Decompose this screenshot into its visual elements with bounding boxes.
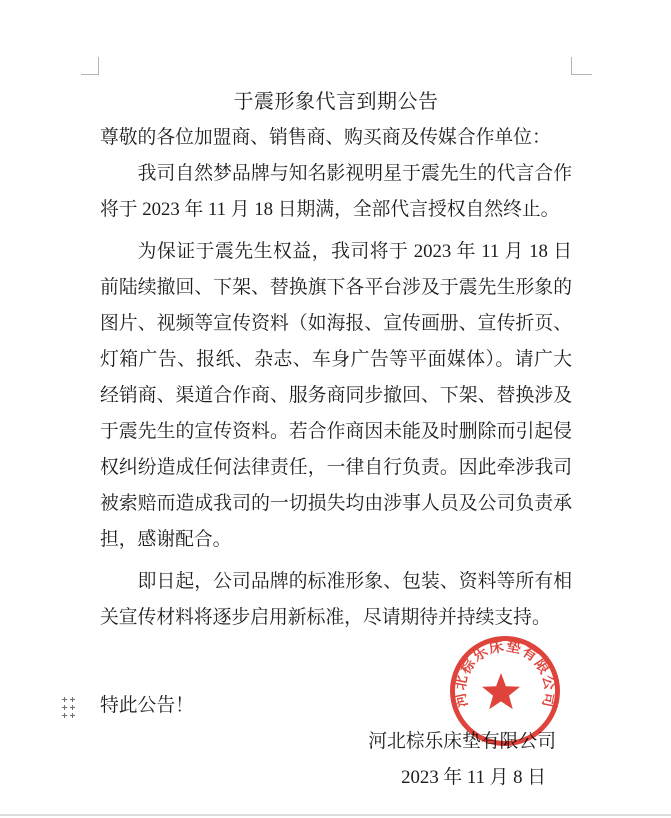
company-signature: 河北棕乐床垫有限公司: [368, 731, 556, 752]
blank-line: [100, 642, 572, 688]
seal-company-text: 河北棕乐床垫有限公司: [452, 638, 558, 709]
dot-cross-icon: [62, 713, 67, 718]
dot-cross-icon: [70, 697, 75, 702]
paragraph: 为保证于震先生权益，我司将于 2023 年 11 月 18 日前陆续撤回、下架、替换旗下各平台涉及于震先生形象的图片、视频等宣传资料（如海报、宣传画册、宣传折页、灯箱广告、报纸、杂志、车身广告等平面媒体）。请广大经销商、渠道合作商、服务商同步撤回、下架、替换涉及于震先生的宣传资料。若合作商因未能及时删除而引起侵权纠纷造成任何法律责任，一律自行负责。因此牵涉我司被索赔而造成我司的一切损失均由涉事人员及公司负责承担，感谢配合。: [100, 241, 572, 550]
paragraph: 我司自然梦品牌与知名影视明星于震先生的代言合作将于 2023 年 11 月 18 日期满，全部代言授权自然终止。: [100, 163, 572, 220]
drag-dots-handle[interactable]: [62, 697, 75, 718]
dot-cross-icon: [62, 697, 67, 702]
dot-cross-icon: [70, 705, 75, 710]
paragraph: 即日起，公司品牌的标准形象、包装、资料等所有相关宣传材料将逐步启用新标准，尽请期待并持续支持。: [100, 571, 572, 628]
document-page: [100, 84, 572, 796]
page-margin-mark-top-left: [81, 74, 99, 75]
greeting-line: 尊敬的各位加盟商、销售商、购买商及传媒合作单位：: [100, 127, 551, 148]
closing-line: 特此公告！: [100, 695, 194, 716]
page-margin-mark-top-right: [571, 57, 572, 75]
document-title: 于震形象代言到期公告: [233, 91, 439, 113]
date-line: 2023 年 11 月 8 日: [401, 767, 546, 788]
dot-cross-icon: [62, 705, 67, 710]
page-margin-mark-top-left: [98, 57, 99, 75]
dot-cross-icon: [70, 713, 75, 718]
page-margin-mark-top-right: [572, 74, 592, 75]
bottom-divider: [0, 814, 671, 816]
